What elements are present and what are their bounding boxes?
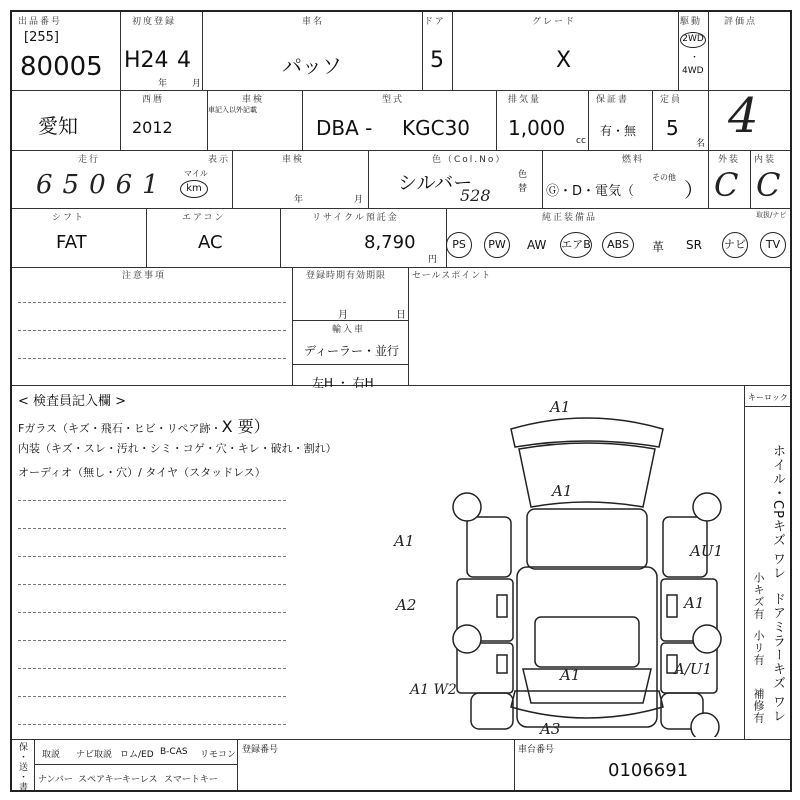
left-front-fender xyxy=(467,517,511,577)
model-code: KGC30 xyxy=(402,116,471,140)
equip-aw: AW xyxy=(527,238,547,252)
damage-right-rear: A/U1 xyxy=(674,660,713,678)
reg-number-label: 登録番号 xyxy=(242,745,279,755)
inspector-fglass-mark: X 要） xyxy=(221,417,270,436)
ac-label: エアコン xyxy=(182,213,226,223)
left-quarter xyxy=(471,693,513,729)
expiry-month: 月 xyxy=(338,310,348,321)
doc-navi-manual: ナビ取説 xyxy=(76,750,113,760)
row-divider xyxy=(12,739,790,740)
recycle-unit: 円 xyxy=(428,255,438,265)
car-damage-diagram xyxy=(437,407,737,737)
damage-right-mid: A1 xyxy=(684,594,705,612)
navi-label: 取扱/ナビ xyxy=(756,211,787,219)
doc-rom: ロム/ED xyxy=(120,750,154,760)
capacity-label: 定員 xyxy=(660,95,683,105)
docs-label: 保・送・書 xyxy=(17,742,27,792)
door-label: ドア xyxy=(424,17,446,27)
score-label: 評価点 xyxy=(724,17,758,27)
fuel-options: Ⓖ・D・電気（ xyxy=(546,184,635,199)
displacement-unit: cc xyxy=(576,136,586,146)
inspector-fglass-text: Fガラス（キズ・飛石・ヒビ・リペア跡・ xyxy=(18,422,222,435)
inspection-label: 車検 xyxy=(282,155,305,165)
windshield xyxy=(527,509,647,569)
shift-label: シフト xyxy=(52,213,86,223)
inspector-audio: オーディオ（無し・穴）/ タイヤ（スタッドレス） xyxy=(18,466,266,479)
damage-front: A1 xyxy=(550,398,571,416)
grade-label: グレード xyxy=(532,17,577,27)
drive-2wd: 2WD xyxy=(682,34,704,44)
month-unit: 月 xyxy=(192,79,202,89)
side-note-5: 補修有 xyxy=(752,688,765,724)
equip-tv-text: TV xyxy=(765,238,781,251)
displacement: 1,000 xyxy=(508,116,566,140)
equip-tv xyxy=(760,232,786,258)
equip-ps xyxy=(446,232,472,258)
equipment-label: 純正装備品 xyxy=(542,213,598,223)
rear-bumper xyxy=(511,691,663,718)
mileage-km-circle xyxy=(180,180,208,198)
row-divider xyxy=(12,90,790,91)
drive-label: 駆動 xyxy=(680,17,703,27)
warranty-label: 保証書 xyxy=(596,95,630,105)
side-note-main: ホイル・CPキズ ワレ xyxy=(770,444,785,581)
side-note-3: ドアミラーキズ ワレ xyxy=(770,592,785,724)
doc-spare-key: スペアキー xyxy=(78,775,123,785)
equip-sr: SR xyxy=(686,238,702,252)
inspector-fglass xyxy=(18,414,270,437)
doc-manual: 取説 xyxy=(42,750,61,760)
inspector-interior: 内装（キズ・スレ・汚れ・シミ・コゲ・穴・キレ・破れ・割れ） xyxy=(18,442,337,455)
wheel-rf xyxy=(693,493,721,521)
equip-pw xyxy=(484,232,510,258)
expiry-day: 日 xyxy=(396,310,406,321)
import-type: ディーラー・並行 xyxy=(304,344,400,358)
equip-airbag-text: エアB xyxy=(561,238,591,251)
damage-right-front: AU1 xyxy=(690,542,724,560)
rear-window xyxy=(523,669,651,703)
equip-abs xyxy=(602,232,634,258)
color-change: 色替 xyxy=(518,170,528,194)
region: 愛知 xyxy=(38,114,78,138)
equip-airbag xyxy=(560,232,592,258)
western-label: 西暦 xyxy=(142,95,165,105)
model-label: 型式 xyxy=(382,95,405,105)
drive-2wd-circle xyxy=(680,32,706,48)
equip-ps-text: PS xyxy=(452,238,466,251)
recycle: 8,790 xyxy=(364,232,416,253)
keylock-label: キーロック xyxy=(748,393,788,402)
lot-number: 80005 xyxy=(20,52,103,82)
exterior-label: 外装 xyxy=(718,155,741,165)
drive-dot: ・ xyxy=(690,53,700,63)
import-label: 輸入車 xyxy=(332,325,366,335)
color: シルバー xyxy=(398,172,473,194)
shaken-label: 車検 xyxy=(242,95,265,105)
inspection-month: 月 xyxy=(354,195,364,205)
shift: FAT xyxy=(56,232,87,253)
color-no: 528 xyxy=(460,186,491,205)
row-divider xyxy=(12,208,790,209)
side-note-2: 小キズ有 xyxy=(752,572,765,620)
steering: 左H ・ 右H xyxy=(312,376,374,390)
score-value: 4 xyxy=(728,88,759,144)
interior-label: 内装 xyxy=(754,155,777,165)
mileage-label: 走行 xyxy=(78,155,101,165)
year-unit: 年 xyxy=(158,79,168,89)
inspection-year: 年 xyxy=(294,195,304,205)
chassis-number: 0106691 xyxy=(608,760,689,781)
row-divider xyxy=(12,385,790,386)
fuel-label: 燃料 xyxy=(622,155,645,165)
sales-point-label: セールスポイント xyxy=(412,271,492,281)
lot-label: 出品番号 xyxy=(18,17,63,27)
interior-grade: C xyxy=(756,166,781,204)
grade: X xyxy=(556,48,572,73)
damage-left-bottom: A1 W2 xyxy=(410,682,457,698)
inspector-title: < 検査員記入欄 > xyxy=(18,394,127,409)
warranty: 有・無 xyxy=(600,124,637,138)
doc-keyless: キーレス xyxy=(122,775,158,785)
color-label: 色（Col.No） xyxy=(432,155,507,165)
fuel-close: ） xyxy=(684,178,704,202)
auction-sheet xyxy=(10,10,792,792)
equip-abs-text: ABS xyxy=(607,238,629,251)
side-note-4: 小リ有 xyxy=(752,630,765,666)
car-name-label: 車名 xyxy=(302,17,325,27)
capacity: 5 xyxy=(666,116,679,140)
expiry-label: 登録時期有効期限 xyxy=(306,271,387,281)
spare-wheel xyxy=(691,713,719,737)
damage-rear: A3 xyxy=(540,720,561,738)
door-count: 5 xyxy=(430,48,444,73)
first-reg-month: 4 xyxy=(177,48,191,73)
mileage-unit-km: km xyxy=(186,183,202,194)
first-reg-year: H24 xyxy=(124,48,169,73)
exterior-grade: C xyxy=(714,166,739,204)
doc-number: ナンバー xyxy=(38,775,73,785)
roof xyxy=(535,617,639,667)
capacity-unit: 名 xyxy=(696,139,706,149)
wheel-lr xyxy=(453,625,481,653)
ac: AC xyxy=(198,232,223,253)
model-prefix: DBA - xyxy=(316,116,373,140)
mileage-value: 65061 xyxy=(36,170,169,200)
mileage-unit-mile: マイル xyxy=(184,169,208,178)
mileage-sub: 表示 xyxy=(208,155,231,165)
shaken-sub: 車記入以外記載 xyxy=(208,106,257,114)
hood xyxy=(519,443,655,507)
year-western: 2012 xyxy=(132,118,173,137)
chassis-label: 車台番号 xyxy=(518,745,555,755)
lot-sub: [255] xyxy=(24,30,59,45)
equip-navi xyxy=(722,232,748,258)
caution-label: 注意事項 xyxy=(122,271,167,281)
fuel-other: その他 xyxy=(652,173,676,182)
doc-smart-key: スマートキー xyxy=(164,775,218,785)
first-reg-label: 初度登録 xyxy=(132,17,177,27)
damage-left-rear: A2 xyxy=(396,596,417,614)
row-divider xyxy=(12,150,790,151)
doc-remote: リモコン xyxy=(200,750,237,760)
wheel-rr xyxy=(693,625,721,653)
equip-leather: 革 xyxy=(652,240,665,254)
wheel-lf xyxy=(453,493,481,521)
displacement-label: 排気量 xyxy=(508,95,542,105)
equip-pw-text: PW xyxy=(488,238,506,251)
drive-4wd: 4WD xyxy=(682,66,704,76)
recycle-label: リサイクル預託金 xyxy=(312,213,399,223)
damage-roof-rear: A1 xyxy=(560,666,581,684)
damage-left-front: A1 xyxy=(394,532,415,550)
car-name: パッソ xyxy=(282,54,342,78)
equip-navi-text: ナビ xyxy=(724,238,746,251)
doc-bcas: B-CAS xyxy=(160,747,188,757)
damage-hood: A1 xyxy=(552,482,573,500)
